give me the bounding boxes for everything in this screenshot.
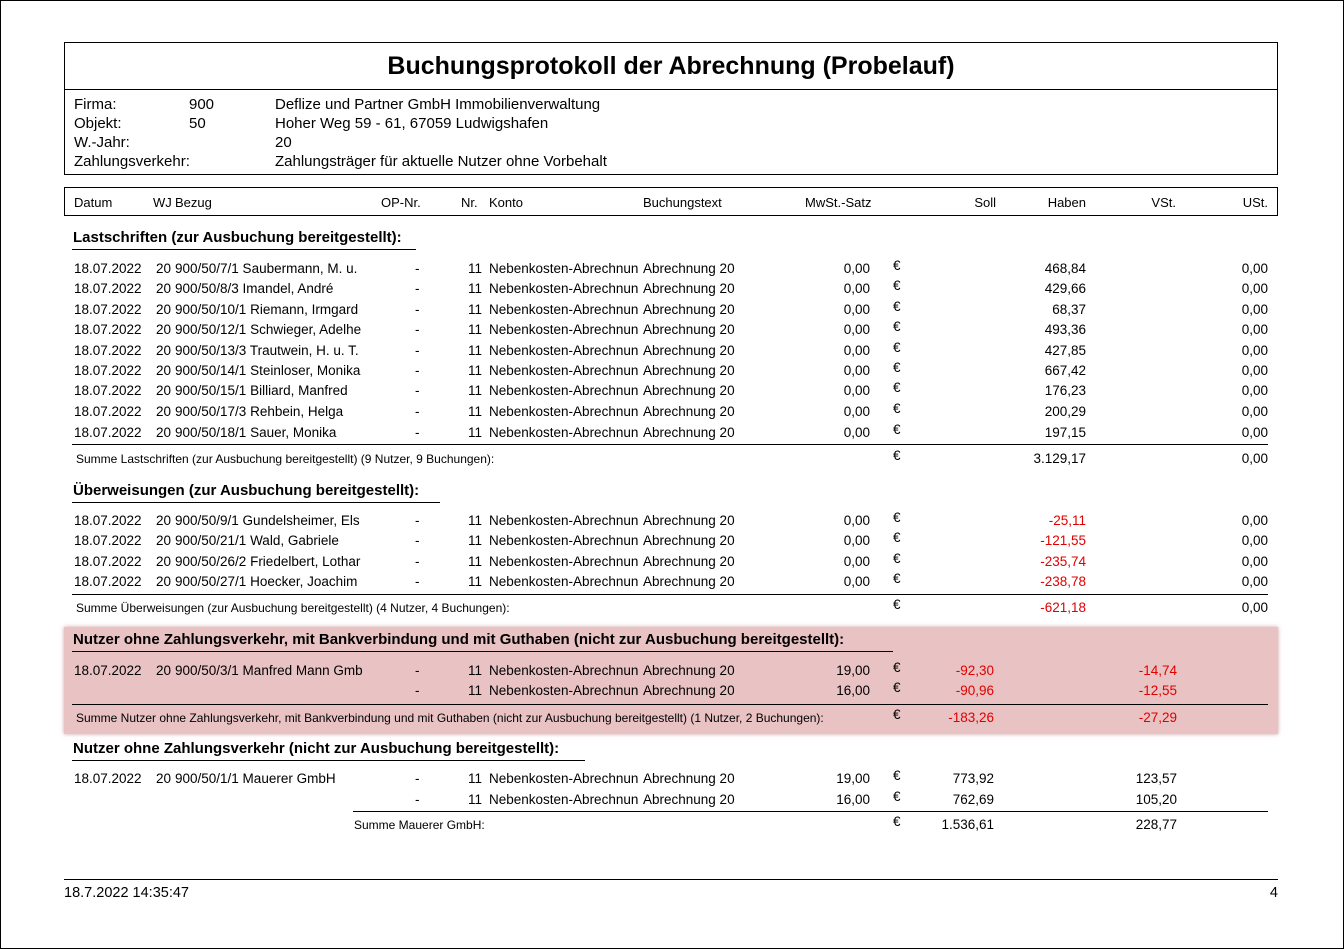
cell-konto: Nebenkosten-Abrechnun [489,792,639,807]
cell-nr: 11 [467,683,482,698]
cell-haben: -121,55 [1040,533,1086,548]
currency-symbol: € [893,597,901,612]
cell-ust: 0,00 [1241,322,1268,337]
cell-text: Abrechnung 20 [643,792,735,807]
sum-divider [72,704,1268,705]
cell-nr: 11 [467,343,482,358]
cell-text: Abrechnung 20 [643,683,735,698]
currency-symbol: € [893,551,901,566]
cell-bezug: 900/50/26/2 Friedelbert, Lothar [175,554,361,569]
cell-nr: 11 [467,663,482,678]
cell-datum: 18.07.2022 [74,322,142,337]
sum-label: Summe Lastschriften (zur Ausbuchung bereitgestellt) (9 Nutzer, 9 Buchungen): [76,452,495,466]
cell-text: Abrechnung 20 [643,363,735,378]
cell-nr: 11 [467,363,482,378]
sum-vst: -27,29 [1138,710,1177,725]
cell-mwst: 19,00 [836,771,870,786]
footer-timestamp: 18.7.2022 14:35:47 [64,885,189,901]
sum-divider [353,811,1268,812]
cell-datum: 18.07.2022 [74,261,142,276]
currency-symbol: € [893,814,901,829]
cell-mwst: 0,00 [843,343,870,358]
cell-haben: -25,11 [1048,513,1086,528]
cell-haben: 427,85 [1044,343,1086,358]
col-wj: WJ [153,195,172,210]
cell-op: - [415,363,420,378]
cell-bezug: 900/50/17/3 Rehbein, Helga [175,404,344,419]
cell-mwst: 19,00 [836,663,870,678]
cell-op: - [415,533,420,548]
cell-konto: Nebenkosten-Abrechnun [489,425,639,440]
cell-wj: 20 [156,663,172,678]
cell-datum: 18.07.2022 [74,425,142,440]
cell-ust: 0,00 [1241,281,1268,296]
cell-datum: 18.07.2022 [74,404,142,419]
section-title: Nutzer ohne Zahlungsverkehr (nicht zur Ausbuchung bereitgestellt): [73,740,560,757]
currency-symbol: € [893,768,901,783]
cell-nr: 11 [467,574,482,589]
cell-nr: 11 [467,322,482,337]
sum-divider [72,594,1268,595]
currency-symbol: € [893,530,901,545]
cell-mwst: 0,00 [843,261,870,276]
sum-divider [72,444,1268,445]
cell-nr: 11 [467,533,482,548]
cell-ust: 0,00 [1241,383,1268,398]
currency-symbol: € [893,660,901,675]
cell-nr: 11 [467,281,482,296]
currency-symbol: € [893,680,901,695]
sum-haben: -621,18 [1040,600,1086,615]
cell-haben: 197,15 [1044,425,1086,440]
cell-bezug: 900/50/14/1 Steinloser, Monika [175,363,361,378]
cell-op: - [415,425,420,440]
cell-konto: Nebenkosten-Abrechnun [489,302,639,317]
cell-haben: -235,74 [1040,554,1086,569]
cell-haben: 68,37 [1052,302,1086,317]
cell-op: - [415,261,420,276]
cell-bezug: 900/50/3/1 Manfred Mann Gmb [175,663,363,678]
cell-konto: Nebenkosten-Abrechnun [489,663,639,678]
col-ust: USt. [1242,195,1268,210]
cell-bezug: 900/50/9/1 Gundelsheimer, Els [175,513,360,528]
cell-nr: 11 [467,404,482,419]
info-label-objekt: Objekt: [74,115,122,132]
cell-nr: 11 [467,554,482,569]
cell-datum: 18.07.2022 [74,281,142,296]
cell-bezug: 900/50/10/1 Riemann, Irmgard [175,302,359,317]
info-text-firma: Deflize und Partner GmbH Immobilienverwaltung [275,96,601,113]
cell-text: Abrechnung 20 [643,383,735,398]
cell-haben: 429,66 [1044,281,1086,296]
col-op-nr: OP-Nr. [381,195,421,210]
cell-bezug: 900/50/12/1 Schwieger, Adelhe [175,322,362,337]
col-soll: Soll [974,195,996,210]
cell-text: Abrechnung 20 [643,663,735,678]
cell-mwst: 0,00 [843,404,870,419]
section-title-underline [72,502,440,503]
cell-text: Abrechnung 20 [643,574,735,589]
cell-soll: -90,96 [955,683,994,698]
cell-konto: Nebenkosten-Abrechnun [489,343,639,358]
cell-haben: 468,84 [1044,261,1086,276]
cell-op: - [415,771,420,786]
cell-text: Abrechnung 20 [643,261,735,276]
cell-text: Abrechnung 20 [643,533,735,548]
cell-nr: 11 [467,792,482,807]
cell-datum: 18.07.2022 [74,771,142,786]
currency-symbol: € [893,448,901,463]
footer-page-number: 4 [1269,885,1278,901]
cell-mwst: 0,00 [843,322,870,337]
cell-text: Abrechnung 20 [643,425,735,440]
cell-wj: 20 [156,554,172,569]
cell-datum: 18.07.2022 [74,343,142,358]
currency-symbol: € [893,319,901,334]
cell-nr: 11 [467,425,482,440]
currency-symbol: € [893,401,901,416]
cell-ust: 0,00 [1241,343,1268,358]
cell-ust: 0,00 [1241,425,1268,440]
cell-datum: 18.07.2022 [74,574,142,589]
currency-symbol: € [893,571,901,586]
cell-wj: 20 [156,363,172,378]
section-title-underline [72,249,416,250]
info-text-objekt: Hoher Weg 59 - 61, 67059 Ludwigshafen [275,115,549,132]
cell-ust: 0,00 [1241,513,1268,528]
cell-datum: 18.07.2022 [74,513,142,528]
cell-bezug: 900/50/27/1 Hoecker, Joachim [175,574,358,589]
cell-wj: 20 [156,261,172,276]
cell-text: Abrechnung 20 [643,322,735,337]
cell-haben: 667,42 [1044,363,1086,378]
cell-nr: 11 [467,261,482,276]
info-label-wjahr: W.-Jahr: [74,134,130,151]
cell-op: - [415,404,420,419]
cell-wj: 20 [156,343,172,358]
info-box [64,89,1278,175]
cell-datum: 18.07.2022 [74,363,142,378]
cell-op: - [415,574,420,589]
cell-vst: -14,74 [1138,663,1177,678]
cell-wj: 20 [156,771,172,786]
column-header [64,187,1278,216]
cell-text: Abrechnung 20 [643,281,735,296]
info-label-zahlungsverkehr: Zahlungsverkehr: [74,153,190,170]
cell-bezug: 900/50/15/1 Billiard, Manfred [175,383,348,398]
currency-symbol: € [893,510,901,525]
cell-mwst: 16,00 [836,792,870,807]
cell-nr: 11 [467,302,482,317]
currency-symbol: € [893,422,901,437]
cell-konto: Nebenkosten-Abrechnun [489,261,639,276]
currency-symbol: € [893,278,901,293]
info-code-firma: 900 [189,96,215,113]
cell-nr: 11 [467,513,482,528]
cell-wj: 20 [156,513,172,528]
currency-symbol: € [893,380,901,395]
cell-ust: 0,00 [1241,554,1268,569]
cell-op: - [415,554,420,569]
cell-wj: 20 [156,302,172,317]
cell-haben: 200,29 [1044,404,1086,419]
cell-bezug: 900/50/21/1 Wald, Gabriele [175,533,339,548]
cell-wj: 20 [156,533,172,548]
sum-haben: 3.129,17 [1033,451,1086,466]
currency-symbol: € [893,258,901,273]
cell-mwst: 16,00 [836,683,870,698]
cell-datum: 18.07.2022 [74,302,142,317]
cell-konto: Nebenkosten-Abrechnun [489,383,639,398]
cell-text: Abrechnung 20 [643,343,735,358]
cell-bezug: 900/50/7/1 Saubermann, M. u. [175,261,358,276]
cell-konto: Nebenkosten-Abrechnun [489,683,639,698]
sum-soll: -183,26 [948,710,994,725]
col-mwst-satz: MwSt.-Satz [805,195,872,210]
cell-konto: Nebenkosten-Abrechnun [489,513,639,528]
cell-wj: 20 [156,322,172,337]
title-box [64,42,1278,90]
currency-symbol: € [893,299,901,314]
sum-vst: 228,77 [1135,817,1177,832]
cell-konto: Nebenkosten-Abrechnun [489,771,639,786]
col-konto: Konto [489,195,523,210]
cell-konto: Nebenkosten-Abrechnun [489,363,639,378]
cell-wj: 20 [156,383,172,398]
sum-ust: 0,00 [1241,451,1268,466]
cell-bezug: 900/50/1/1 Mauerer GmbH [175,771,336,786]
section-title: Lastschriften (zur Ausbuchung bereitgestellt): [73,229,402,246]
currency-symbol: € [893,707,901,722]
cell-op: - [415,663,420,678]
cell-op: - [415,383,420,398]
cell-text: Abrechnung 20 [643,513,735,528]
page-title: Buchungsprotokoll der Abrechnung (Probelauf) [387,52,955,80]
col-bezug: Bezug [175,195,212,210]
col-haben: Haben [1047,195,1086,210]
col-buchungstext: Buchungstext [643,195,722,210]
col-nr: Nr. [461,195,478,210]
cell-mwst: 0,00 [843,533,870,548]
cell-ust: 0,00 [1241,533,1268,548]
cell-mwst: 0,00 [843,574,870,589]
cell-text: Abrechnung 20 [643,302,735,317]
cell-ust: 0,00 [1241,363,1268,378]
info-text-zahlungsverkehr: Zahlungsträger für aktuelle Nutzer ohne Vorbehalt [275,153,607,170]
cell-haben: -238,78 [1040,574,1086,589]
section-title: Überweisungen (zur Ausbuchung bereitgestellt): [73,482,420,499]
cell-nr: 11 [467,771,482,786]
footer-divider [64,879,1278,880]
sum-ust: 0,00 [1241,600,1268,615]
info-label-firma: Firma: [74,96,117,113]
cell-op: - [415,513,420,528]
cell-datum: 18.07.2022 [74,554,142,569]
cell-mwst: 0,00 [843,363,870,378]
cell-vst: -12,55 [1138,683,1177,698]
cell-wj: 20 [156,404,172,419]
cell-vst: 123,57 [1135,771,1177,786]
cell-bezug: 900/50/8/3 Imandel, André [175,281,334,296]
cell-text: Abrechnung 20 [643,404,735,419]
col-datum: Datum [74,195,113,210]
cell-mwst: 0,00 [843,281,870,296]
cell-mwst: 0,00 [843,513,870,528]
cell-ust: 0,00 [1241,302,1268,317]
cell-wj: 20 [156,281,172,296]
cell-konto: Nebenkosten-Abrechnun [489,322,639,337]
cell-soll: -92,30 [955,663,994,678]
sum-label: Summe Mauerer GmbH: [354,818,485,832]
currency-symbol: € [893,340,901,355]
cell-bezug: 900/50/13/3 Trautwein, H. u. T. [175,343,359,358]
sum-label: Summe Überweisungen (zur Ausbuchung bereitgestellt) (4 Nutzer, 4 Buchungen): [76,601,510,615]
section-title-underline [72,760,585,761]
sum-soll: 1.536,61 [941,817,994,832]
cell-wj: 20 [156,574,172,589]
cell-text: Abrechnung 20 [643,554,735,569]
cell-datum: 18.07.2022 [74,663,142,678]
cell-konto: Nebenkosten-Abrechnun [489,574,639,589]
section-title-underline [72,651,893,652]
cell-datum: 18.07.2022 [74,533,142,548]
currency-symbol: € [893,360,901,375]
cell-haben: 493,36 [1044,322,1086,337]
cell-mwst: 0,00 [843,554,870,569]
cell-op: - [415,281,420,296]
currency-symbol: € [893,789,901,804]
cell-konto: Nebenkosten-Abrechnun [489,281,639,296]
cell-op: - [415,792,420,807]
cell-haben: 176,23 [1044,383,1086,398]
col-vst: VSt. [1151,195,1176,210]
cell-ust: 0,00 [1241,404,1268,419]
cell-text: Abrechnung 20 [643,771,735,786]
info-code-objekt: 50 [189,115,206,132]
cell-ust: 0,00 [1241,261,1268,276]
cell-op: - [415,302,420,317]
cell-konto: Nebenkosten-Abrechnun [489,554,639,569]
cell-ust: 0,00 [1241,574,1268,589]
info-text-wjahr: 20 [275,134,292,151]
sum-label: Summe Nutzer ohne Zahlungsverkehr, mit Bankverbindung und mit Guthaben (nicht zur Ausbuchung bereitgestellt) (1 Nutzer, 2 Buchungen): [76,711,824,725]
cell-mwst: 0,00 [843,425,870,440]
cell-bezug: 900/50/18/1 Sauer, Monika [175,425,337,440]
cell-mwst: 0,00 [843,383,870,398]
section-title: Nutzer ohne Zahlungsverkehr, mit Bankverbindung und mit Guthaben (nicht zur Ausbuchung bereitgestellt): [73,631,845,648]
cell-vst: 105,20 [1135,792,1177,807]
cell-op: - [415,343,420,358]
cell-nr: 11 [467,383,482,398]
cell-datum: 18.07.2022 [74,383,142,398]
cell-soll: 762,69 [952,792,994,807]
cell-konto: Nebenkosten-Abrechnun [489,533,639,548]
cell-op: - [415,683,420,698]
cell-op: - [415,322,420,337]
cell-mwst: 0,00 [843,302,870,317]
cell-soll: 773,92 [952,771,994,786]
cell-wj: 20 [156,425,172,440]
cell-konto: Nebenkosten-Abrechnun [489,404,639,419]
